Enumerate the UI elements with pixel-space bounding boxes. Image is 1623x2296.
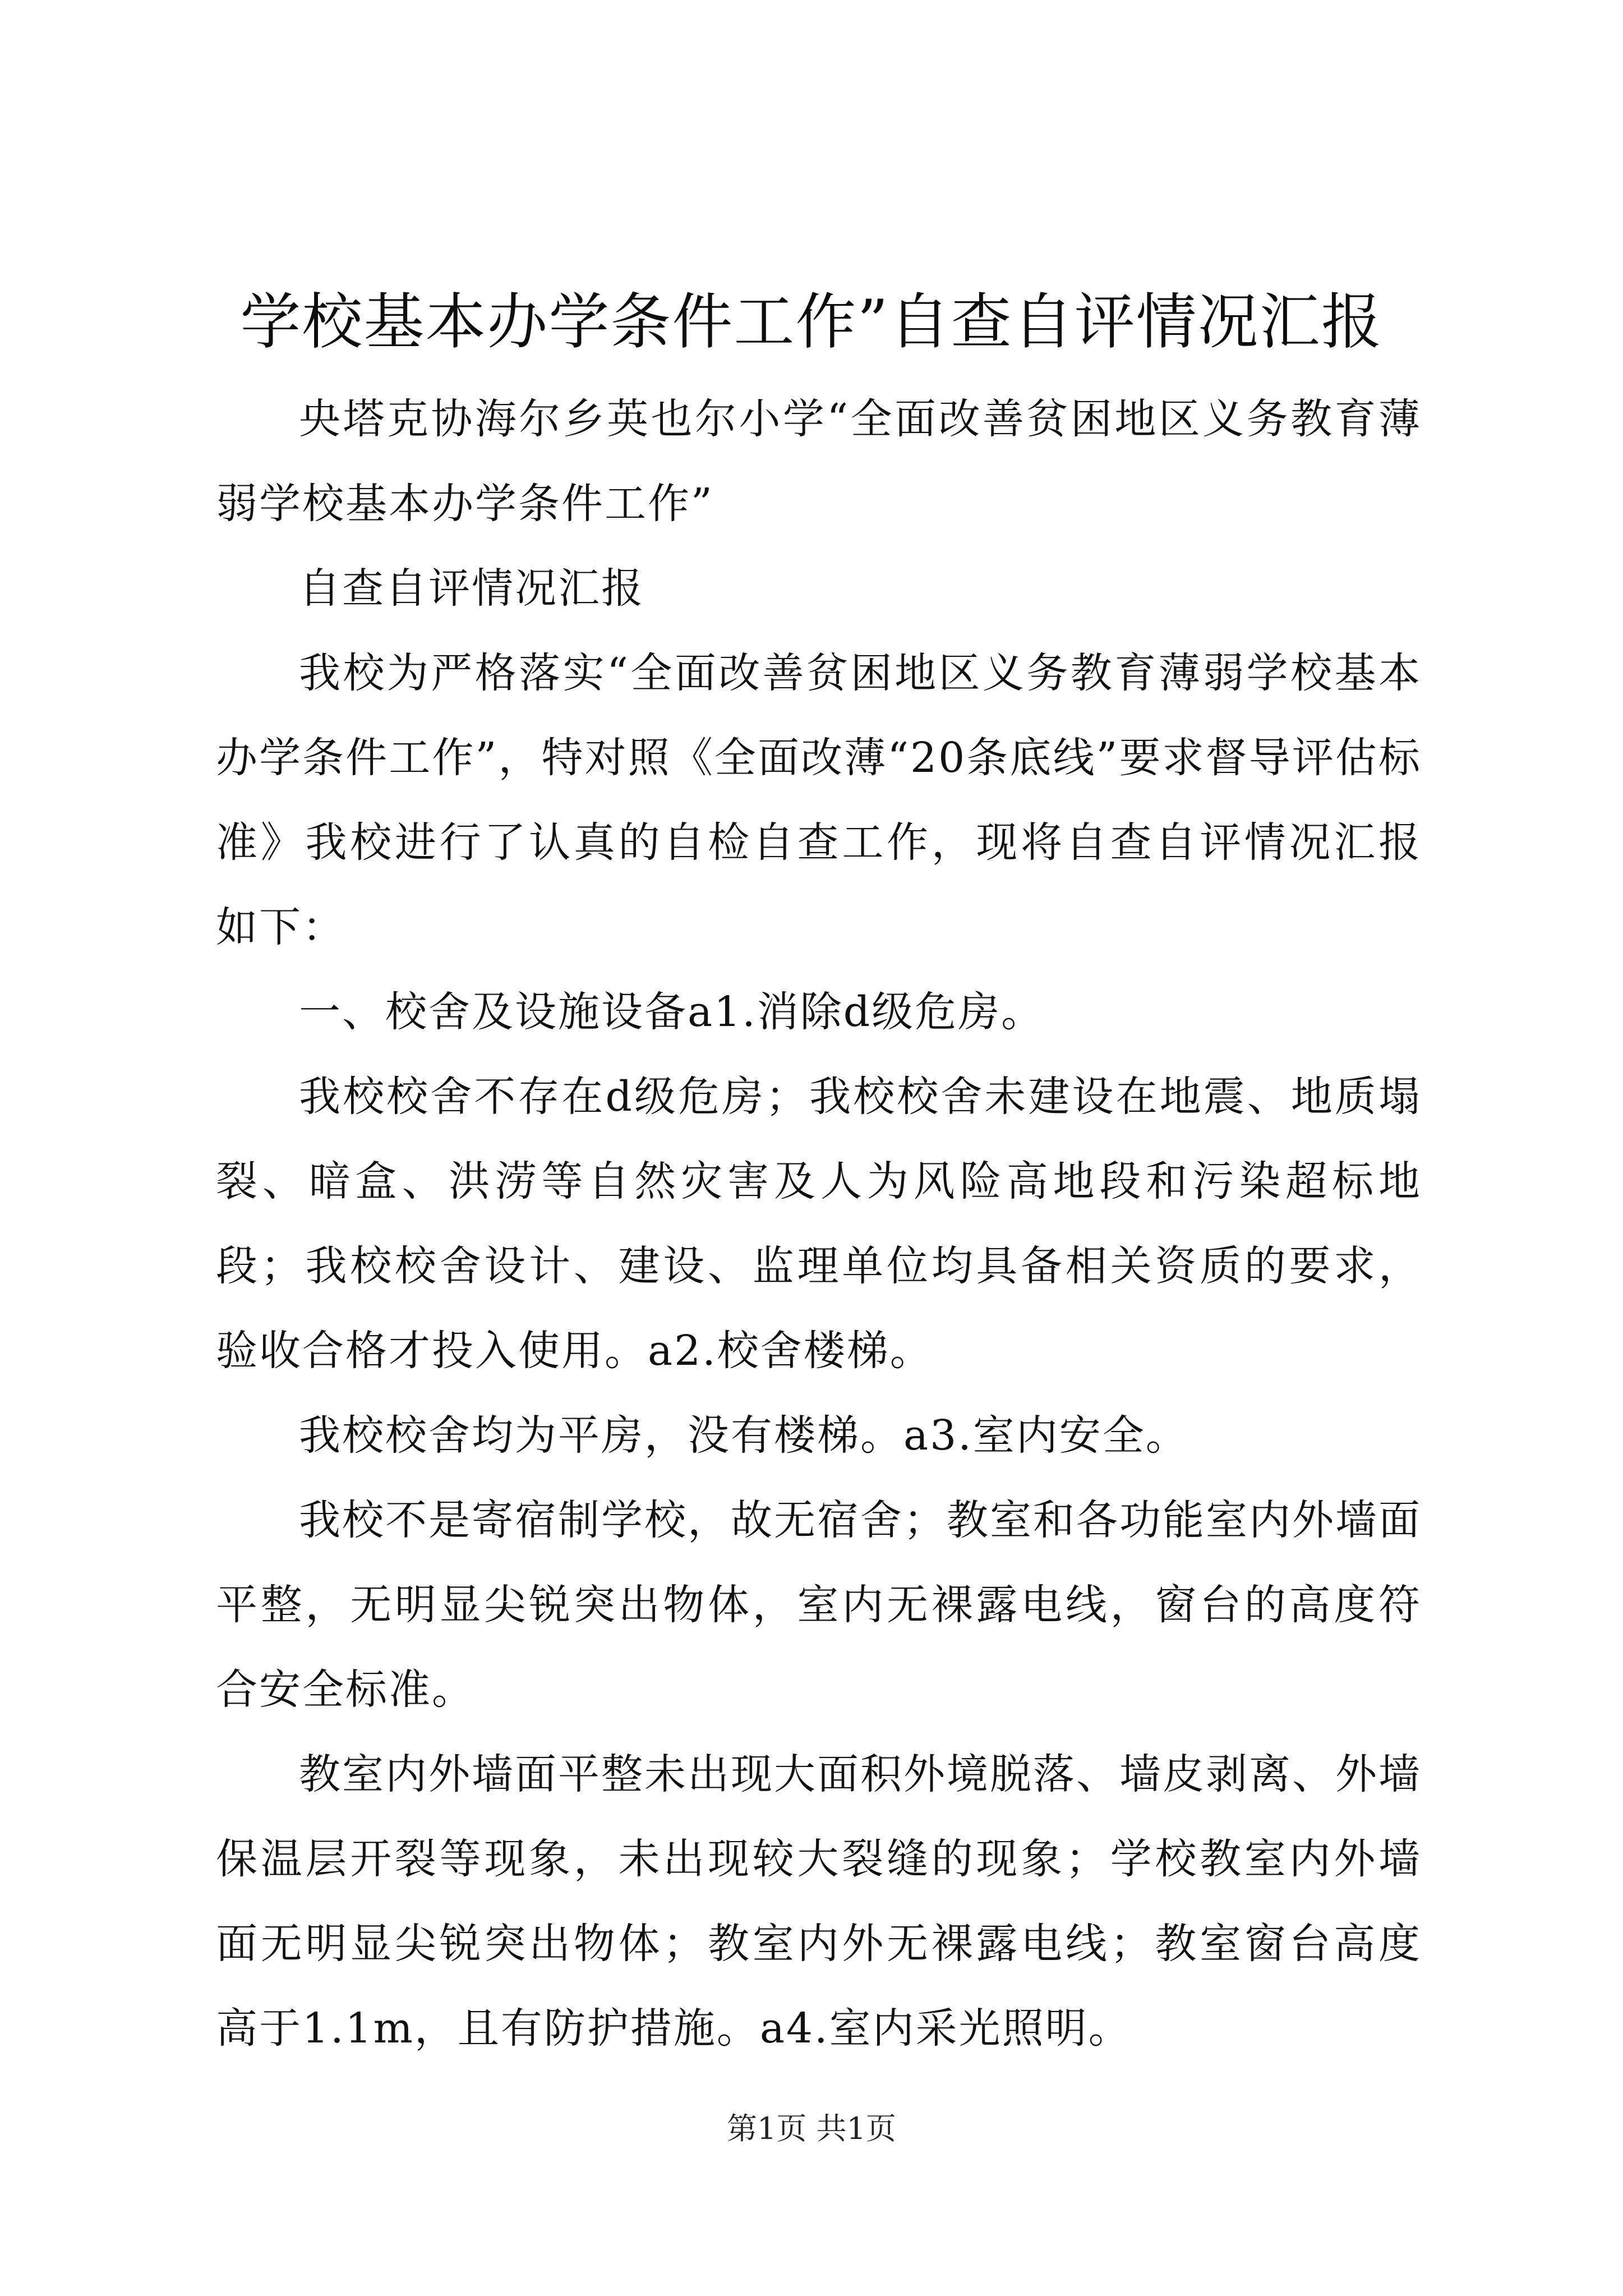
document-title: 学校基本办学条件工作”自查自评情况汇报 (240, 287, 1383, 357)
paragraph-indoor-safety: 我校不是寄宿制学校，故无宿舍；教室和各功能室内外墙面平整，无明显尖锐突出物体，室内无裸露电线，窗台的高度符合安全标准。 (216, 1496, 1422, 1714)
paragraph-dangerous-buildings: 我校校舍不存在d级危房；我校校舍未建设在地震、地质塌裂、暗盒、洪涝等自然灾害及人为风险高地段和污染超标地段；我校校舍设计、建设、监理单位均具备相关资质的要求，验收合格才投入使用。a2.校舍楼梯。 (216, 1073, 1422, 1375)
paragraph-walls: 教室内外墙面平整未出现大面积外境脱落、墙皮剥离、外墙保温层开裂等现象，未出现较大裂缝的现象；学校教室内外墙面无明显尖锐突出物体；教室内外无裸露电线；教室窗台高度高于1.1m，且有防护措施。a4.室内采光照明。 (216, 1750, 1422, 2053)
paragraph-section-one-heading: 一、校舍及设施设备a1.消除d级危房。 (299, 988, 1045, 1036)
page-footer: 第1页 共1页 (727, 2111, 896, 2146)
paragraph-stairs: 我校校舍均为平房，没有楼梯。a3.室内安全。 (299, 1411, 1189, 1460)
paragraph-introduction: 我校为严格落实“全面改善贫困地区义务教育薄弱学校基本办学条件工作”，特对照《全面改薄“20条底线”要求督导评估标准》我校进行了认真的自检自查工作，现将自查自评情况汇报如下： (216, 649, 1422, 951)
paragraph-school-name: 央塔克协海尔乡英也尔小学“全面改善贫困地区义务教育薄弱学校基本办学条件工作” (216, 395, 1422, 528)
paragraph-report-heading: 自查自评情况汇报 (299, 564, 644, 613)
document-body (216, 377, 1422, 2071)
